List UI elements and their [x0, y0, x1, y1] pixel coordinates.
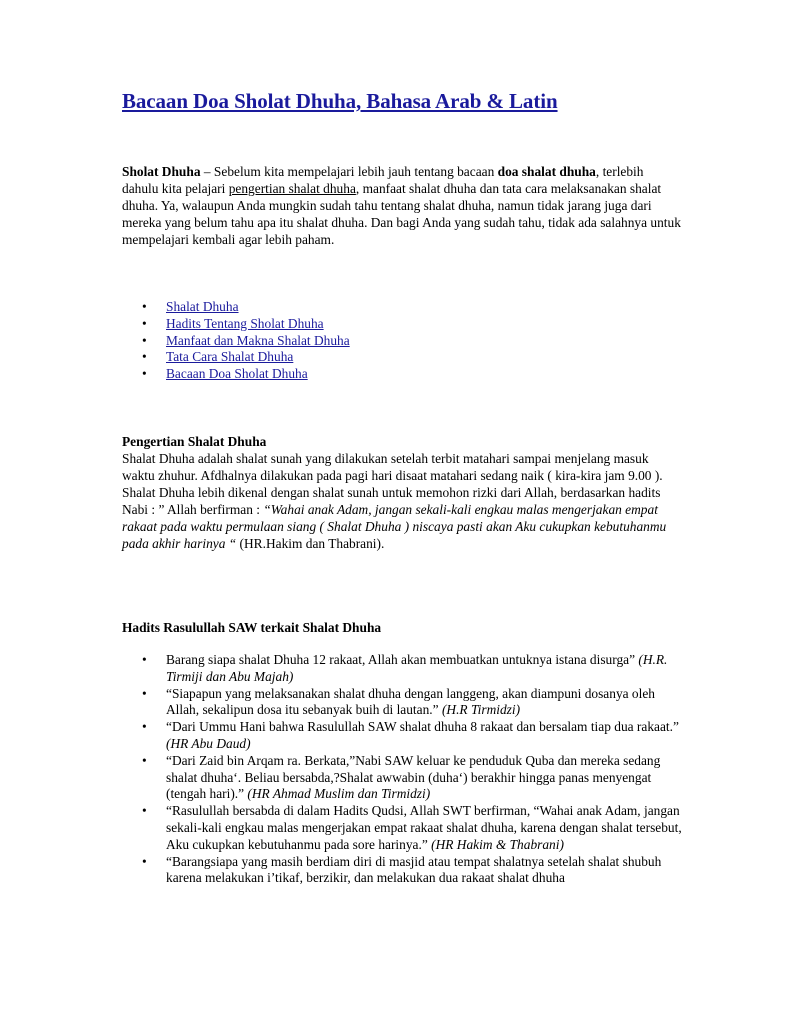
toc-item [122, 316, 350, 333]
intro-link[interactable]: pengertian shalat dhuha [228, 181, 356, 196]
toc-item [122, 299, 350, 316]
intro-paragraph [122, 163, 682, 248]
hadits-text: Barang siapa shalat Dhuha 12 rakaat, Allah akan membuatkan untuknya istana disurga” [166, 652, 639, 667]
hadits-text: “Barangsiapa yang masih berdiam diri di masjid atau tempat shalatnya setelah shalat shubuh karena melakukan i’tikaf, berzikir, dan melakukan dua rakaat shalat dhuha [166, 853, 662, 886]
toc-link-bacaan-doa[interactable]: Bacaan Doa Sholat Dhuha [166, 366, 308, 382]
pengertian-paragraph [122, 450, 682, 552]
hadits-ref: (H.R Tirmidzi) [441, 702, 521, 718]
hadits-ref: (HR Hakim & Thabrani) [431, 836, 564, 852]
toc-item [122, 333, 350, 350]
intro-text-3: , manfaat shalat dhuha dan tata cara melaksanakan shalat dhuha. Ya, walaupun Anda mungkin sudah tahu tentang shalat dhuha, namun tidak jarang juga dari mereka yang belum tahu apa itu shalat dhuha. Dan bagi Anda yang sudah tahu, tidak ada salahnya untuk mempelajari kembali agar lebih paham. [122, 181, 681, 247]
toc-list [122, 299, 350, 383]
intro-bold-keyword: doa shalat dhuha [497, 164, 596, 179]
toc-link-hadits[interactable]: Hadits Tentang Sholat Dhuha [166, 315, 324, 331]
hadits-item [122, 803, 682, 853]
hadits-text: “Dari Zaid bin Arqam ra. Berkata,”Nabi SAW keluar ke penduduk Quba dan mereka sedang shalat dhuha‘. Beliau bersabda,?Shalat awwabin (duha‘) berakhir hingga panas menyengat (tengah hari).” [166, 752, 661, 802]
toc-item [122, 349, 350, 366]
hadits-item [122, 686, 682, 720]
pengertian-quote: “Wahai anak Adam, jangan sekali-kali engkau malas mengerjakan empat rakaat pada waktu permulaan siang ( Shalat Dhuha ) niscaya pasti akan Aku cukupkan kebutuhanmu pada akhir harinya “ [122, 502, 667, 551]
hadits-list [122, 652, 682, 887]
hadits-item [122, 854, 682, 888]
hadits-item [122, 753, 682, 803]
toc-link-manfaat[interactable]: Manfaat dan Makna Shalat Dhuha [166, 332, 350, 348]
toc-link-shalat-dhuha[interactable]: Shalat Dhuha [166, 299, 239, 314]
pengertian-heading: Pengertian Shalat Dhuha [122, 434, 267, 449]
hadits-item [122, 719, 682, 753]
hadits-text: “Siapapun yang melaksanakan shalat dhuha dengan langgeng, akan diampuni dosanya oleh Allah, sekalipun dosa itu sebanyak buih di lautan.” [166, 685, 655, 718]
hadits-text: “Dari Ummu Hani bahwa Rasulullah SAW shalat dhuha 8 rakaat dan bersalam tiap dua rakaat.” [166, 719, 679, 735]
toc-item [122, 366, 350, 383]
page-title[interactable]: Bacaan Doa Sholat Dhuha, Bahasa Arab & Latin [122, 89, 558, 113]
hadits-heading: Hadits Rasulullah SAW terkait Shalat Dhuha [122, 620, 382, 635]
toc-link-tata-cara[interactable]: Tata Cara Shalat Dhuha [166, 349, 294, 365]
hadits-item [122, 652, 682, 686]
hadits-ref: (H.R. Tirmiji dan Abu Majah) [166, 652, 668, 684]
intro-text-1: – Sebelum kita mempelajari lebih jauh tentang bacaan [200, 164, 498, 179]
intro-lead-bold: Sholat Dhuha [122, 164, 201, 179]
pengertian-text: Shalat Dhuha adalah shalat sunah yang dilakukan setelah terbit matahari sampai menjelang masuk waktu zhuhur. Afdhalnya dilakukan pada pagi hari disaat matahari sedang naik ( kira-kira jam 9.00 ). Shalat Dhuha lebih dikenal dengan shalat sunah untuk memohon rizki dari Allah, berdasarkan hadits Nabi : ” Allah berfirman : [122, 451, 663, 517]
hadits-ref: (HR Abu Daud) [166, 735, 251, 751]
hadits-ref: (HR Ahmad Muslim dan Tirmidzi) [247, 786, 431, 802]
intro-text-2: , terlebih dahulu kita pelajari [122, 164, 644, 196]
pengertian-source: (HR.Hakim dan Thabrani). [236, 536, 385, 551]
hadits-text: “Rasulullah bersabda di dalam Hadits Qudsi, Allah SWT berfirman, “Wahai anak Adam, jangan sekali-kali engkau malas mengerjakan empat rakaat shalat dhuha, karena dengan shalat tersebut, Aku cukupkan kebutuhanmu pada sore harinya.” [166, 803, 682, 852]
